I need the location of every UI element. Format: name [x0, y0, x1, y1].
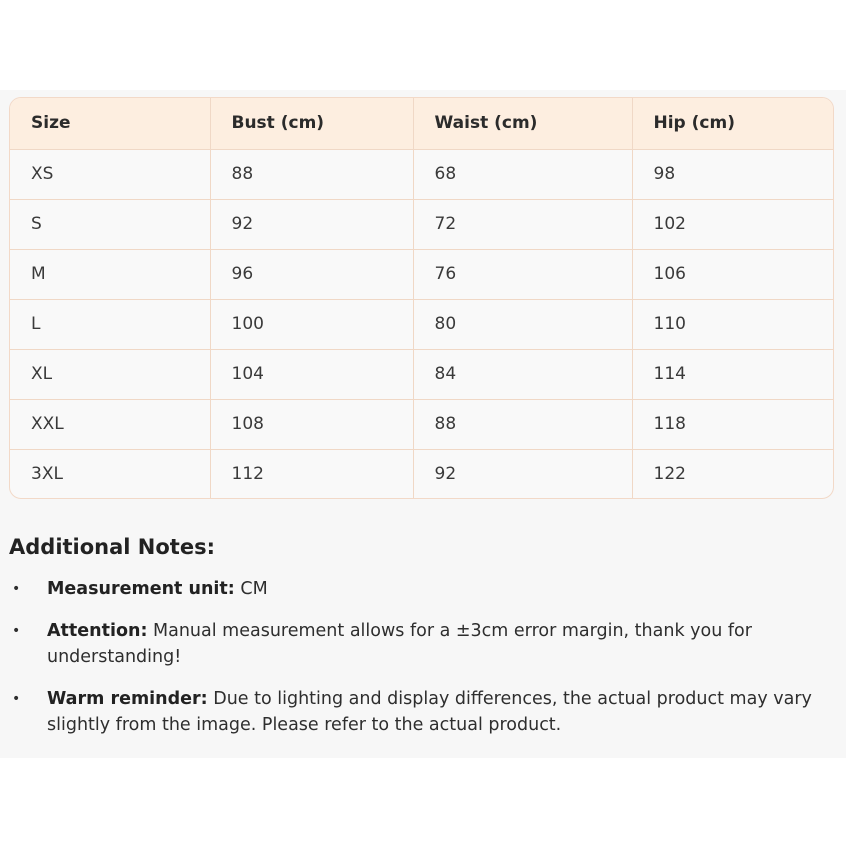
- note-text: CM: [234, 579, 268, 599]
- cell-waist: 84: [413, 349, 632, 399]
- cell-hip: 118: [632, 399, 834, 449]
- cell-bust: 92: [210, 199, 413, 249]
- note-label: Measurement unit:: [47, 579, 235, 599]
- size-table: [10, 98, 834, 499]
- cell-waist: 80: [413, 299, 632, 349]
- table-row: [10, 249, 834, 299]
- cell-bust: 88: [210, 149, 413, 199]
- size-table-container: [9, 97, 834, 499]
- cell-size: S: [10, 199, 210, 249]
- cell-hip: 98: [632, 149, 834, 199]
- cell-waist: 72: [413, 199, 632, 249]
- cell-hip: 110: [632, 299, 834, 349]
- header-waist: Waist (cm): [413, 98, 632, 149]
- cell-bust: 108: [210, 399, 413, 449]
- table-row: [10, 199, 834, 249]
- bullet-icon: •: [12, 623, 21, 639]
- cell-bust: 100: [210, 299, 413, 349]
- notes-list: [9, 576, 839, 754]
- table-row: [10, 299, 834, 349]
- note-warm-reminder: [9, 686, 839, 738]
- cell-size: M: [10, 249, 210, 299]
- cell-bust: 112: [210, 449, 413, 499]
- header-hip: Hip (cm): [632, 98, 834, 149]
- size-chart-panel: [0, 90, 846, 758]
- note-label: Attention:: [47, 621, 148, 641]
- cell-waist: 68: [413, 149, 632, 199]
- table-row: [10, 399, 834, 449]
- cell-size: L: [10, 299, 210, 349]
- table-row: [10, 149, 834, 199]
- cell-size: XL: [10, 349, 210, 399]
- cell-waist: 92: [413, 449, 632, 499]
- note-attention: [9, 618, 839, 670]
- cell-hip: 114: [632, 349, 834, 399]
- cell-bust: 96: [210, 249, 413, 299]
- cell-waist: 76: [413, 249, 632, 299]
- cell-waist: 88: [413, 399, 632, 449]
- table-row: [10, 449, 834, 499]
- notes-title: Additional Notes:: [9, 535, 215, 559]
- cell-bust: 104: [210, 349, 413, 399]
- note-measurement-unit: [9, 576, 839, 602]
- bullet-icon: •: [12, 581, 21, 597]
- table-header-row: [10, 98, 834, 149]
- cell-hip: 102: [632, 199, 834, 249]
- cell-size: XS: [10, 149, 210, 199]
- cell-hip: 122: [653, 464, 686, 485]
- header-size: Size: [10, 98, 210, 149]
- note-text: Due to lighting and display differences, the actual product may vary slightly from the image. Please refer to the actual product.: [47, 689, 812, 735]
- cell-hip: 106: [632, 249, 834, 299]
- note-text: Manual measurement allows for a ±3cm error margin, thank you for understanding!: [47, 621, 752, 667]
- table-row: [10, 349, 834, 399]
- header-bust: Bust (cm): [210, 98, 413, 149]
- cell-size: XXL: [10, 399, 210, 449]
- note-label: Warm reminder:: [47, 689, 208, 709]
- bullet-icon: •: [12, 691, 21, 707]
- cell-size: 3XL: [10, 449, 210, 499]
